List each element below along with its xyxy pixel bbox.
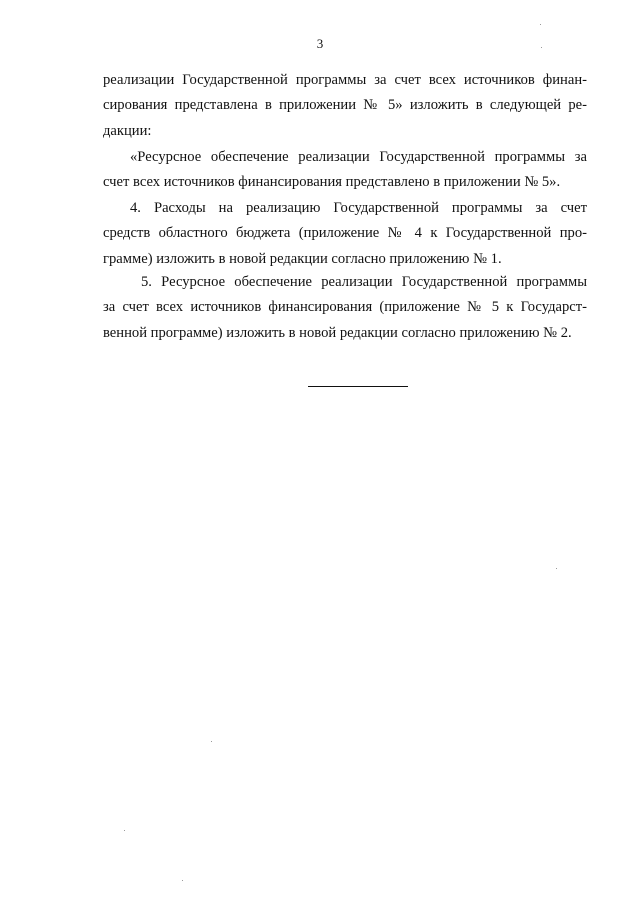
- paragraph-line: реализации Государственной программы за счет всех источников финан-: [103, 72, 587, 88]
- paragraph-line: 5. Ресурсное обеспечение реализации Государственной программы: [141, 274, 587, 290]
- scan-speck: [211, 741, 212, 742]
- scan-speck: [541, 47, 542, 48]
- paragraph-line: грамме) изложить в новой редакции согласно приложению № 1.: [103, 250, 502, 267]
- scan-speck: [182, 880, 183, 881]
- paragraph-line: счет всех источников финансирования представлено в приложении № 5».: [103, 174, 561, 191]
- paragraph-3: [103, 196, 587, 272]
- paragraph-line: дакции:: [103, 122, 152, 139]
- paragraph-1: [103, 68, 587, 144]
- paragraph-line: сирования представлена в приложении № 5» изложить в следующей ре-: [103, 97, 587, 114]
- paragraph-line: средств областного бюджета (приложение № 4 к Государственной про-: [103, 225, 587, 242]
- paragraph-line: венной программе) изложить в новой редакции согласно приложению № 2.: [103, 324, 572, 341]
- page-number: 3: [316, 36, 324, 51]
- paragraph-line: «Ресурсное обеспечение реализации Государственной программы за: [130, 149, 587, 165]
- scan-speck: [540, 24, 541, 25]
- paragraph-line: 4. Расходы на реализацию Государственной программы за счет: [130, 200, 587, 216]
- scan-speck: [124, 830, 125, 831]
- paragraph-line: за счет всех источников финансирования (приложение № 5 к Государст-: [103, 299, 587, 316]
- scan-speck: [556, 568, 557, 569]
- closing-separator-line: [308, 386, 408, 387]
- paragraph-2: [103, 145, 587, 196]
- paragraph-4: [103, 270, 587, 346]
